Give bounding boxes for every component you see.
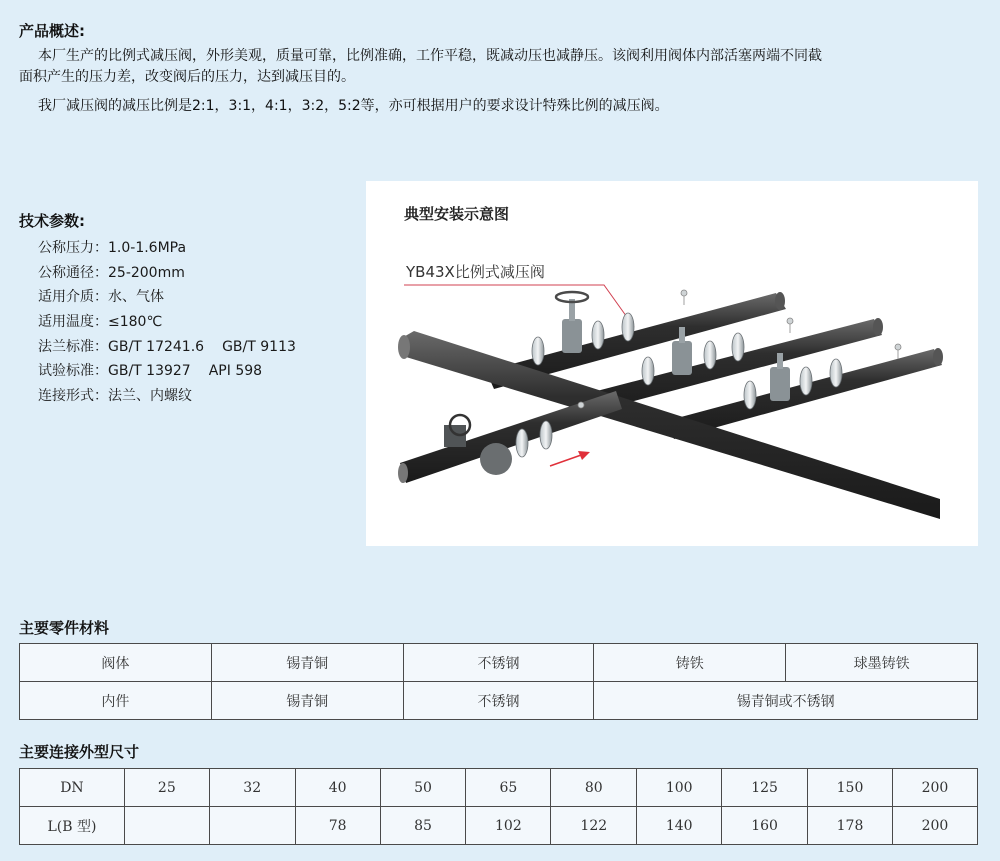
materials-table [19,643,978,720]
dn-cell: 100 [637,769,722,807]
l-cell: 200 [892,807,977,845]
installation-diagram [366,181,978,546]
dn-cell: 125 [722,769,808,807]
dimensions-table [19,768,978,845]
dn-cell: 65 [466,769,551,807]
dn-cell: 25 [124,769,209,807]
materials-row-label: 阀体 [20,644,212,682]
table-row [20,682,978,720]
pipe-flange [800,367,812,395]
specs-title: 技术参数: [19,212,85,230]
flow-arrow [550,451,590,466]
dn-cell: 40 [295,769,380,807]
pipe-flange [642,357,654,385]
overview-para2: 我厂减压阀的减压比例是2:1，3:1，4:1，3:2，5:2等，亦可根据用户的要求设计特殊比例的减压阀。 [38,98,669,114]
materials-cell: 铸铁 [594,644,786,682]
pipe-flange [592,321,604,349]
overview-para1-line2: 面积产生的压力差，改变阀后的压力，达到减压目的。 [19,69,355,85]
l-cell: 85 [380,807,466,845]
materials-title: 主要零件材料 [19,619,110,637]
spec-value: 法兰、内螺纹 [108,388,192,405]
materials-cell: 锡青铜 [211,644,403,682]
l-cell [209,807,295,845]
installation-diagram-svg [366,181,978,546]
spec-row [38,310,296,335]
spec-label: 法兰标准： [38,338,108,355]
dn-cell: 32 [209,769,295,807]
l-cell: 122 [551,807,637,845]
spec-row [38,261,296,286]
l-cell: 140 [637,807,722,845]
materials-cell: 不锈钢 [403,644,594,682]
pipe-flange [704,341,716,369]
spec-label: 公称压力： [38,240,108,256]
spec-value-secondary: API 598 [208,363,263,380]
spec-label: 试验标准： [38,363,108,380]
spec-row [38,285,296,310]
materials-cell: 球墨铸铁 [786,644,978,682]
table-row [20,807,978,845]
main-header-pipe [398,331,940,519]
specs-list [38,236,296,409]
pipe-flange [830,359,842,387]
dn-cell: 150 [808,769,893,807]
materials-cell: 锡青铜或不锈钢 [594,682,978,720]
l-row-label: L(B 型) [20,807,125,845]
dn-cell: 50 [380,769,466,807]
spec-value: GB/T 17241.6 [108,338,205,355]
spec-label: 适用介质： [38,289,108,306]
l-cell: 160 [722,807,808,845]
table-row [20,769,978,807]
pipe-flange [732,333,744,361]
spec-label: 公称通径： [38,264,108,281]
spec-label: 适用温度： [38,314,108,331]
materials-cell: 不锈钢 [403,682,594,720]
diagram-title: 典型安装示意图 [404,205,510,223]
dn-row-label: DN [20,769,125,807]
spec-value: 水、气体 [108,289,164,306]
dimensions-title: 主要连接外型尺寸 [19,743,140,761]
l-cell: 78 [295,807,380,845]
spec-value: 1.0-1.6MPa [108,240,187,256]
spec-row [38,384,296,409]
spec-row [38,236,296,261]
pressure-reducing-valve-1 [556,292,588,353]
diagram-callout: YB43X比例式减压阀 [406,263,545,281]
pipe-flange [532,337,544,365]
spec-label: 连接形式： [38,388,108,405]
materials-cell: 锡青铜 [211,682,403,720]
pipe-flange [540,421,552,449]
callout-leader [404,285,634,327]
dn-cell: 200 [892,769,977,807]
overview-title: 产品概述: [19,22,85,40]
spec-value-secondary: GB/T 9113 [222,338,296,355]
l-cell: 102 [466,807,551,845]
pipe-flange [516,429,528,457]
inlet-pipe [398,391,622,483]
spec-value: 25-200mm [108,264,185,281]
materials-row-label: 内件 [20,682,212,720]
spec-value: ≤180℃ [108,314,163,331]
dn-cell: 80 [551,769,637,807]
spec-row [38,359,296,384]
l-cell [124,807,209,845]
l-cell: 178 [808,807,893,845]
table-row [20,644,978,682]
overview-para1-line1: 本厂生产的比例式减压阀，外形美观，质量可靠，比例准确，工作平稳，既减动压也减静压。该阀利用阀体内部活塞两端不同截 [38,48,822,64]
pipe-flange [744,381,756,409]
pipe-flange [622,313,634,341]
spec-value: GB/T 13927 [108,363,191,380]
spec-row [38,335,296,360]
